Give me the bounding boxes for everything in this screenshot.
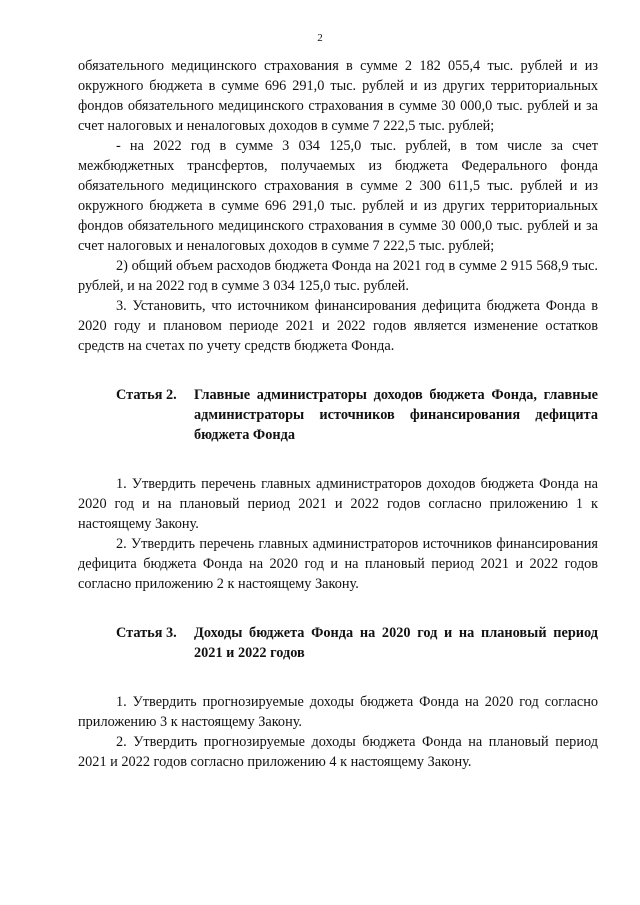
- article-3-heading: [116, 623, 598, 663]
- spacer: [78, 445, 598, 474]
- article-2-heading: [116, 385, 598, 445]
- paragraph-deficit-source: 3. Установить, что источником финансирования дефицита бюджета Фонда в 2020 году и плановом периоде 2021 и 2022 годов является изменение остатков средств на счетах по учету средств бюджета Фонда.: [78, 298, 598, 354]
- paragraph-expenses: 2) общий объем расходов бюджета Фонда на 2021 год в сумме 2 915 568,9 тыс. рублей, и на 2022 год в сумме 3 034 125,0 тыс. рублей.: [78, 258, 598, 294]
- article-2-label: Статья 2.: [116, 387, 177, 403]
- spacer: [78, 594, 598, 623]
- article-2-paragraph-1: 1. Утвердить перечень главных администраторов доходов бюджета Фонда на 2020 год и на плановый период 2021 и 2022 годов согласно приложению 1 к настоящему Закону.: [78, 476, 598, 532]
- document-body: [78, 56, 598, 772]
- spacer: [78, 663, 598, 692]
- article-3-title: Доходы бюджета Фонда на 2020 год и на плановый период 2021 и 2022 годов: [194, 625, 598, 661]
- article-3-paragraph-1: 1. Утвердить прогнозируемые доходы бюджета Фонда на 2020 год согласно приложению 3 к настоящему Закону.: [78, 694, 598, 730]
- page-number: 2: [317, 32, 323, 44]
- article-3-label: Статья 3.: [116, 625, 177, 641]
- article-2-paragraph-2: 2. Утвердить перечень главных администраторов источников финансирования дефицита бюджета Фонда на 2020 год и на плановый период 2021 и 2022 годов согласно приложению 2 к настоящему Закону.: [78, 536, 598, 592]
- article-2-title: Главные администраторы доходов бюджета Фонда, главные администраторы источников финансирования дефицита бюджета Фонда: [194, 387, 598, 443]
- article-3-paragraph-2: 2. Утвердить прогнозируемые доходы бюджета Фонда на плановый период 2021 и 2022 годов согласно приложению 4 к настоящему Закону.: [78, 734, 598, 770]
- spacer: [78, 356, 598, 385]
- paragraph-continuation: обязательного медицинского страхования в сумме 2 182 055,4 тыс. рублей и из окружного бюджета в сумме 696 291,0 тыс. рублей и из других территориальных фондов обязательного медицинского страхования в сумме 30 000,0 тыс. рублей и за счет налоговых и неналоговых доходов в сумме 7 222,5 тыс. рублей;: [78, 58, 598, 134]
- paragraph-2022-revenue: - на 2022 год в сумме 3 034 125,0 тыс. рублей, в том числе за счет межбюджетных трансфертов, получаемых из бюджета Федерального фонда обязательного медицинского страхования в сумме 2 300 611,5 тыс. рублей и из окружного бюджета в сумме 696 291,0 тыс. рублей и из других территориальных фондов обязательного медицинского страхования в сумме 30 000,0 тыс. рублей и за счет налоговых и неналоговых доходов в сумме 7 222,5 тыс. рублей;: [78, 138, 598, 254]
